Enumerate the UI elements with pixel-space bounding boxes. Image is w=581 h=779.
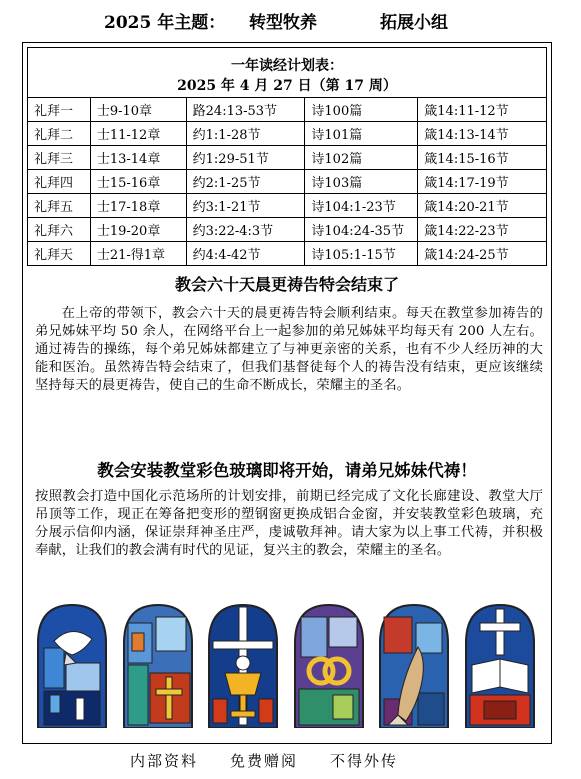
- reading-cell: 诗100篇: [305, 98, 418, 122]
- reading-cell: 士13-14章: [90, 146, 186, 170]
- table-row: [28, 122, 547, 146]
- group-name: 拓展小组: [380, 13, 448, 33]
- day-cell: 礼拜天: [28, 242, 91, 266]
- reading-cell: 士19-20章: [90, 218, 186, 242]
- day-cell: 礼拜五: [28, 194, 91, 218]
- reading-cell: 路24:13-53节: [186, 98, 305, 122]
- plan-date: 2025 年 4 月 27 日（第 17 周）: [177, 78, 397, 94]
- reading-cell: 约2:1-25节: [186, 170, 305, 194]
- reading-cell: 箴14:15-16节: [418, 146, 547, 170]
- bible-window: [466, 605, 534, 728]
- reading-cell: 约1:29-51节: [186, 146, 305, 170]
- reading-cell: 箴14:17-19节: [418, 170, 547, 194]
- table-row: [28, 218, 547, 242]
- table-row: [28, 170, 547, 194]
- reading-cell: 约1:1-28节: [186, 122, 305, 146]
- article1-body: 在上帝的带领下，教会六十天的晨更祷告特会顺利结束。每天在教堂参加祷告的弟兄姊妹平均 50 余人，在网络平台上一起参加的弟兄姊妹平均每天有 200 人左右。通过祷告的操练，每个弟兄姊妹都建立了与神更亲密的关系，也有不少人经历神的大能和医治。虽然祷告特会结束了，但我们基督徒每个人的祷告没有结束，更应该继续坚持每天的晨更祷告，使自己的生命不断成长，荣耀主的圣名。: [35, 306, 543, 393]
- footer-no-distribute: 不得外传: [330, 752, 399, 770]
- reading-cell: 约4:4-42节: [186, 242, 305, 266]
- reading-cell: 诗101篇: [305, 122, 418, 146]
- reading-cell: 箴14:11-12节: [418, 98, 547, 122]
- year-theme-label: 2025 年主题：: [104, 13, 226, 33]
- reading-cell: 士17-18章: [90, 194, 186, 218]
- table-row: [28, 146, 547, 170]
- reading-cell: 诗103篇: [305, 170, 418, 194]
- article2-title: 教会安装教堂彩色玻璃即将开始，请弟兄姊妹代祷！: [97, 461, 477, 480]
- stained-glass-windows: [36, 603, 536, 728]
- day-cell: 礼拜三: [28, 146, 91, 170]
- dove-window: [38, 605, 106, 728]
- reading-cell: 诗104:24-35节: [305, 218, 418, 242]
- table-row: [28, 194, 547, 218]
- reading-cell: 箴14:24-25节: [418, 242, 547, 266]
- day-cell: 礼拜二: [28, 122, 91, 146]
- article2-body: 按照教会打造中国化示范场所的计划安排，前期已经完成了文化长廊建设、教堂大厅吊顶等工作，现正在筹备把变形的塑钢窗更换成铝合金窗，并安装教堂彩色玻璃，充分展示信仰内涵，保证崇拜神圣庄严，虔诚敬拜神。请大家为以上事工代祷，并积极奉献，让我们的教会满有时代的见证，复兴主的教会，荣耀主的圣名。: [35, 489, 543, 558]
- reading-cell: 士15-16章: [90, 170, 186, 194]
- day-cell: 礼拜一: [28, 98, 91, 122]
- reading-cell: 箴14:13-14节: [418, 122, 547, 146]
- theme-text: 转型牧养: [249, 13, 317, 33]
- table-row: [28, 98, 547, 122]
- reading-cell: 诗104:1-23节: [305, 194, 418, 218]
- footer-internal: 内部资料: [130, 752, 199, 770]
- footer-free: 免费赠阅: [230, 752, 299, 770]
- reading-cell: 士9-10章: [90, 98, 186, 122]
- reading-plan-table: [27, 97, 547, 266]
- praying-hands-window: [380, 605, 448, 728]
- cross-window: [124, 605, 192, 728]
- day-cell: 礼拜六: [28, 218, 91, 242]
- plan-title: 一年读经计划表：: [231, 58, 343, 74]
- reading-cell: 约3:22-4:3节: [186, 218, 305, 242]
- reading-cell: 箴14:22-23节: [418, 218, 547, 242]
- reading-cell: 约3:1-21节: [186, 194, 305, 218]
- article1-title: 教会六十天晨更祷告特会结束了: [174, 275, 399, 294]
- header: [0, 6, 581, 34]
- reading-cell: 士21-得1章: [90, 242, 186, 266]
- day-cell: 礼拜四: [28, 170, 91, 194]
- reading-cell: 诗102篇: [305, 146, 418, 170]
- reading-cell: 箴14:20-21节: [418, 194, 547, 218]
- footer: [0, 750, 581, 772]
- chalice-window: [209, 605, 277, 728]
- table-row: [28, 242, 547, 266]
- reading-cell: 诗105:1-15节: [305, 242, 418, 266]
- reading-cell: 士11-12章: [90, 122, 186, 146]
- rings-window: [295, 605, 363, 728]
